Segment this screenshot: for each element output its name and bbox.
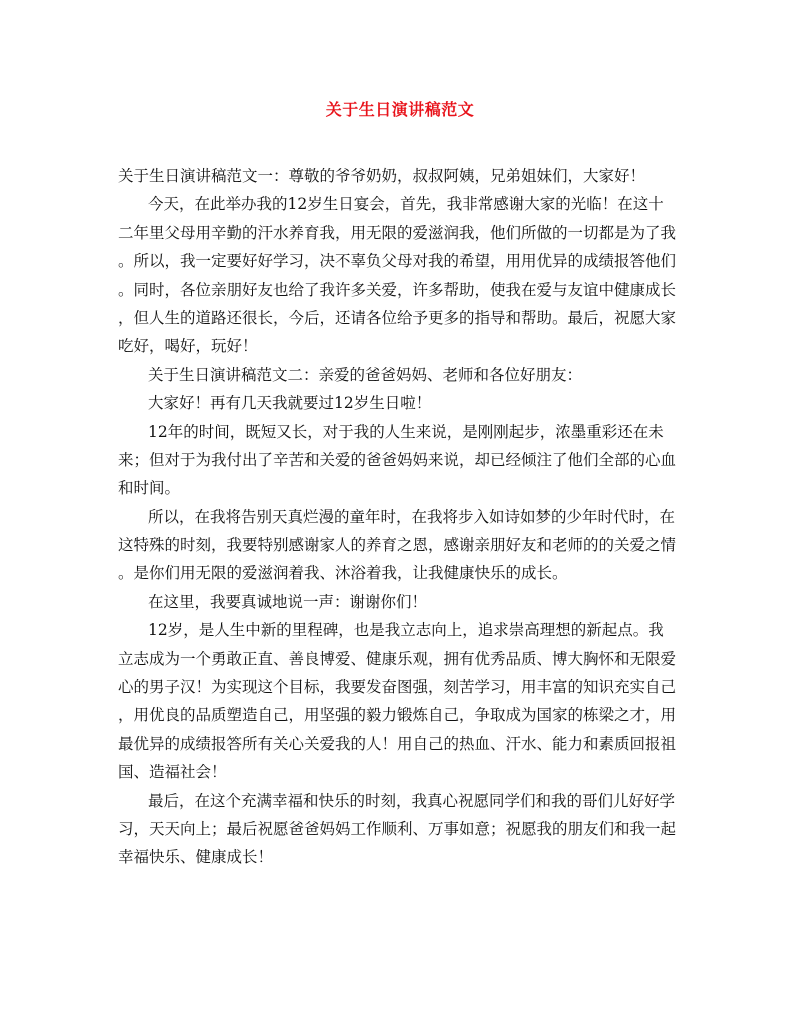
text-line: ，用优良的品质塑造自己，用坚强的毅力锻炼自己，争取成为国家的栋梁之才，用 [118,706,677,725]
text-line: 这特殊的时刻，我要特别感谢家人的养育之恩，感谢亲朋好友和老师的的关爱之情 [118,536,677,555]
text-line: 立志成为一个勇敢正直、善良博爱、健康乐观，拥有优秀品质、博大胸怀和无限爱 [118,649,677,668]
text-line: 二年里父母用辛勤的汗水养育我，用无限的爱滋润我，他们所做的一切都是为了我 [118,223,677,242]
text-line: 最后，在这个充满幸福和快乐的时刻，我真心祝愿同学们和我的哥们儿好好学 [148,791,676,810]
text-line: 关于生日演讲稿范文二：亲爱的爸爸妈妈、老师和各位好朋友： [148,365,583,384]
text-line: 幸福快乐、健康成长！ [118,848,274,867]
text-line: 和时间。 [118,479,181,498]
text-line: 。是你们用无限的爱滋润着我、沐浴着我，让我健康快乐的成长。 [118,564,568,583]
text-line: 习，天天向上；最后祝愿爸爸妈妈工作顺利、万事如意；祝愿我的朋友们和我一起 [118,819,677,838]
text-line: 来；但对于为我付出了辛苦和关爱的爸爸妈妈来说，却已经倾注了他们全部的心血 [118,450,677,469]
text-line: 今天，在此举办我的12岁生日宴会，首先，我非常感谢大家的光临！在这十 [148,195,664,214]
text-line: 12年的时间，既短又长，对于我的人生来说，是刚刚起步，浓墨重彩还在未 [148,422,664,441]
text-line: 大家好！再有几天我就要过12岁生日啦！ [148,394,432,413]
text-line: 。所以，我一定要好好学习，决不辜负父母对我的希望，用用优异的成绩报答他们 [118,252,677,271]
text-line: 12岁，是人生中新的里程碑，也是我立志向上，追求崇高理想的新起点。我 [148,621,664,640]
text-line: ，但人生的道路还很长，今后，还请各位给予更多的指导和帮助。最后，祝愿大家 [118,308,677,327]
text-line: 所以，在我将告别天真烂漫的童年时，在我将步入如诗如梦的少年时代时，在 [148,507,676,526]
text-line: 在这里，我要真诚地说一声：谢谢你们！ [148,592,428,611]
text-line: 最优异的成绩报答所有关心关爱我的人！用自己的热血、汗水、能力和素质回报祖 [118,734,677,753]
document-title: 关于生日演讲稿范文 [325,100,475,119]
text-line: 国、造福社会！ [118,763,227,782]
text-line: 。同时，各位亲朋好友也给了我许多关爱，许多帮助，使我在爱与友谊中健康成长 [118,280,677,299]
document-body [118,162,686,872]
text-line: 吃好，喝好，玩好！ [118,337,258,356]
text-line: 心的男子汉！为实现这个目标，我要发奋图强，刻苦学习，用丰富的知识充实自己 [118,678,677,697]
text-line: 关于生日演讲稿范文一：尊敬的爷爷奶奶，叔叔阿姨，兄弟姐妹们，大家好！ [118,167,646,185]
